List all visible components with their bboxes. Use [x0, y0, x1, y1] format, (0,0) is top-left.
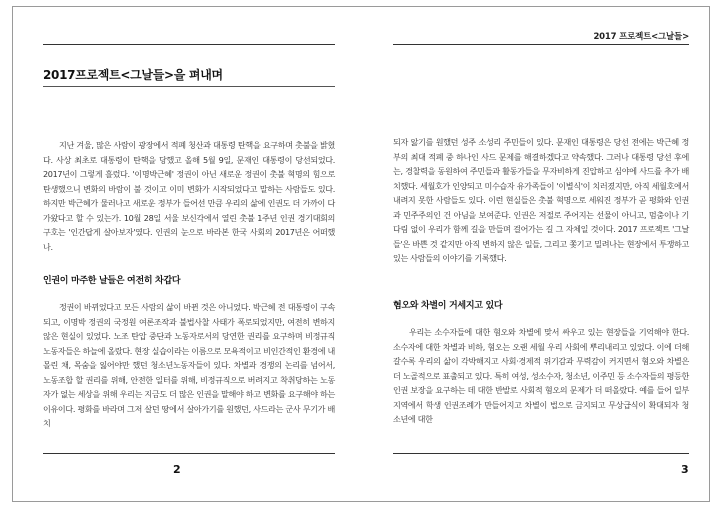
chapter-title: 2017프로젝트<그날들>을 펴내며 — [43, 68, 223, 82]
footer-rule — [43, 453, 335, 454]
body-paragraph: 정권이 바뀌었다고 모든 사람의 삶이 바뀐 것은 아니었다. 박근혜 전 대통령이 구속되고, 이명박 정권의 국정원 여론조작과 불법사찰 사태가 폭로되었지만, 여전히 변하지 않은 현실이 있었다. 노조 탄압 중단과 노동자로서의 당연한 권리를 요구하며 비정규직 노동자들은 하늘에 올랐다. 현장 실습이라는 이름으로 모욕적이고 비인간적인 환경에 내몰린 채, 목숨을 잃어야만 했던 청소년노동자들이 있다. 차별과 경쟁의 논리를 넘어서, 노동조합 할 권리를 위해, 안전한 일터를 위해, 비정규직으로 버려지고 착취당하는 노동자가 없는 세상을 위해 우리는 지금도 더 많은 인권을 말해야 하고 변화를 요구해야 하는 이유이다. 평화를 바라며 그저 살던 땅에서 살아가기를 원했던, 사드라는 군사 무기가 배치 — [43, 302, 335, 428]
book-spread — [12, 6, 710, 502]
footer-rule — [393, 453, 689, 454]
running-header: 2017 프로젝트<그날들> — [593, 32, 689, 42]
page-number: 3 — [681, 463, 689, 476]
continuation-paragraph: 되자 앓기를 원했던 성주 소성리 주민들이 있다. 문재인 대통령은 당선 전에는 박근혜 정부의 최대 적폐 중 하나인 사드 문제를 해결하겠다고 약속했다. 그러나 대통령 당선 후에는, 경찰력을 동원하여 주민들과 활동가들을 무자비하게 진압하고 심야에 사드를 추가 배치했다. 세월호가 인양되고 미수습자 유가족들이 '이별식'이 치러졌지만, 아직 세월호에서 내려지 못한 사람들도 있다. 이런 현실들은 촛불 혁명으로 세워진 정부가 곧 평화와 인권과 민주주의인 건 아님을 보여준다. 인권은 저절로 주어지는 선물이 아니고, 멈춤이나 기다림 없이 우리가 함께 길을 만들며 걸어가는 길 그 자체일 것이다. 2017 프로젝트 '그날들'은 바쁜 것 같지만 아직 변하지 않은 일들, 그리고 쫓기고 밀려나는 현장에서 투쟁하고 있는 사람들의 이야기를 기록했다. — [393, 137, 689, 263]
header-rule — [43, 44, 335, 45]
left-page — [13, 7, 361, 501]
header-rule — [393, 44, 689, 45]
page-number: 2 — [173, 463, 181, 476]
section-heading: 인권이 마주한 날들은 여전히 차갑다 — [43, 276, 181, 286]
body-paragraph: 우리는 소수자들에 대한 혐오와 차별에 맞서 싸우고 있는 현장들을 기억해야 한다. 소수자에 대한 차별과 비하, 혐오는 오랜 세월 우리 사회에 뿌리내리고 있었다. 이에 더해 갈수록 우리의 삶이 각박해지고 사회·경제적 위기감과 무력감이 커지면서 혐오와 차별은 더 노골적으로 표출되고 있다. 특히 여성, 성소수자, 청소년, 이주민 등 소수자들의 평등한 인권 보장을 요구하는 데 대한 반발로 사회적 혐오의 문제가 더 떠올랐다. 예를 들어 일부 지역에서 학생 인권조례가 만들어지고 차별이 법으로 금지되고 무상급식이 확대되자 청소년에 대한 — [393, 327, 689, 424]
intro-paragraph: 지난 겨울, 많은 사람이 광장에서 적폐 청산과 대통령 탄핵을 요구하며 촛불을 밝혔다. 사상 최초로 대통령이 탄핵을 당했고 올해 5월 9일, 문재인 대통령이 당선되었다. 2017년이 그렇게 흘렀다. '이명박근혜' 정권이 아닌 새로운 정권이 촛불 혁명의 힘으로 탄생했으니 변화의 바람이 불 것이고 이미 변화가 시작되었다고 말하는 사람들도 있다. 하지만 박근혜가 물러나고 새로운 정부가 들어선 만큼 우리의 삶에 인권도 더 가까이 다가왔다고 할 수 있는가. 10월 28일 서울 보신각에서 열린 촛불 1주년 인권 경기대회의 구호는 '인간답게 살아보자'였다. 인권의 눈으로 바라본 한국 사회의 2017년은 어떠했나. — [43, 140, 335, 252]
right-page — [361, 7, 709, 501]
title-divider — [43, 86, 335, 87]
section-heading: 혐오와 차별이 거세지고 있다 — [393, 301, 503, 311]
